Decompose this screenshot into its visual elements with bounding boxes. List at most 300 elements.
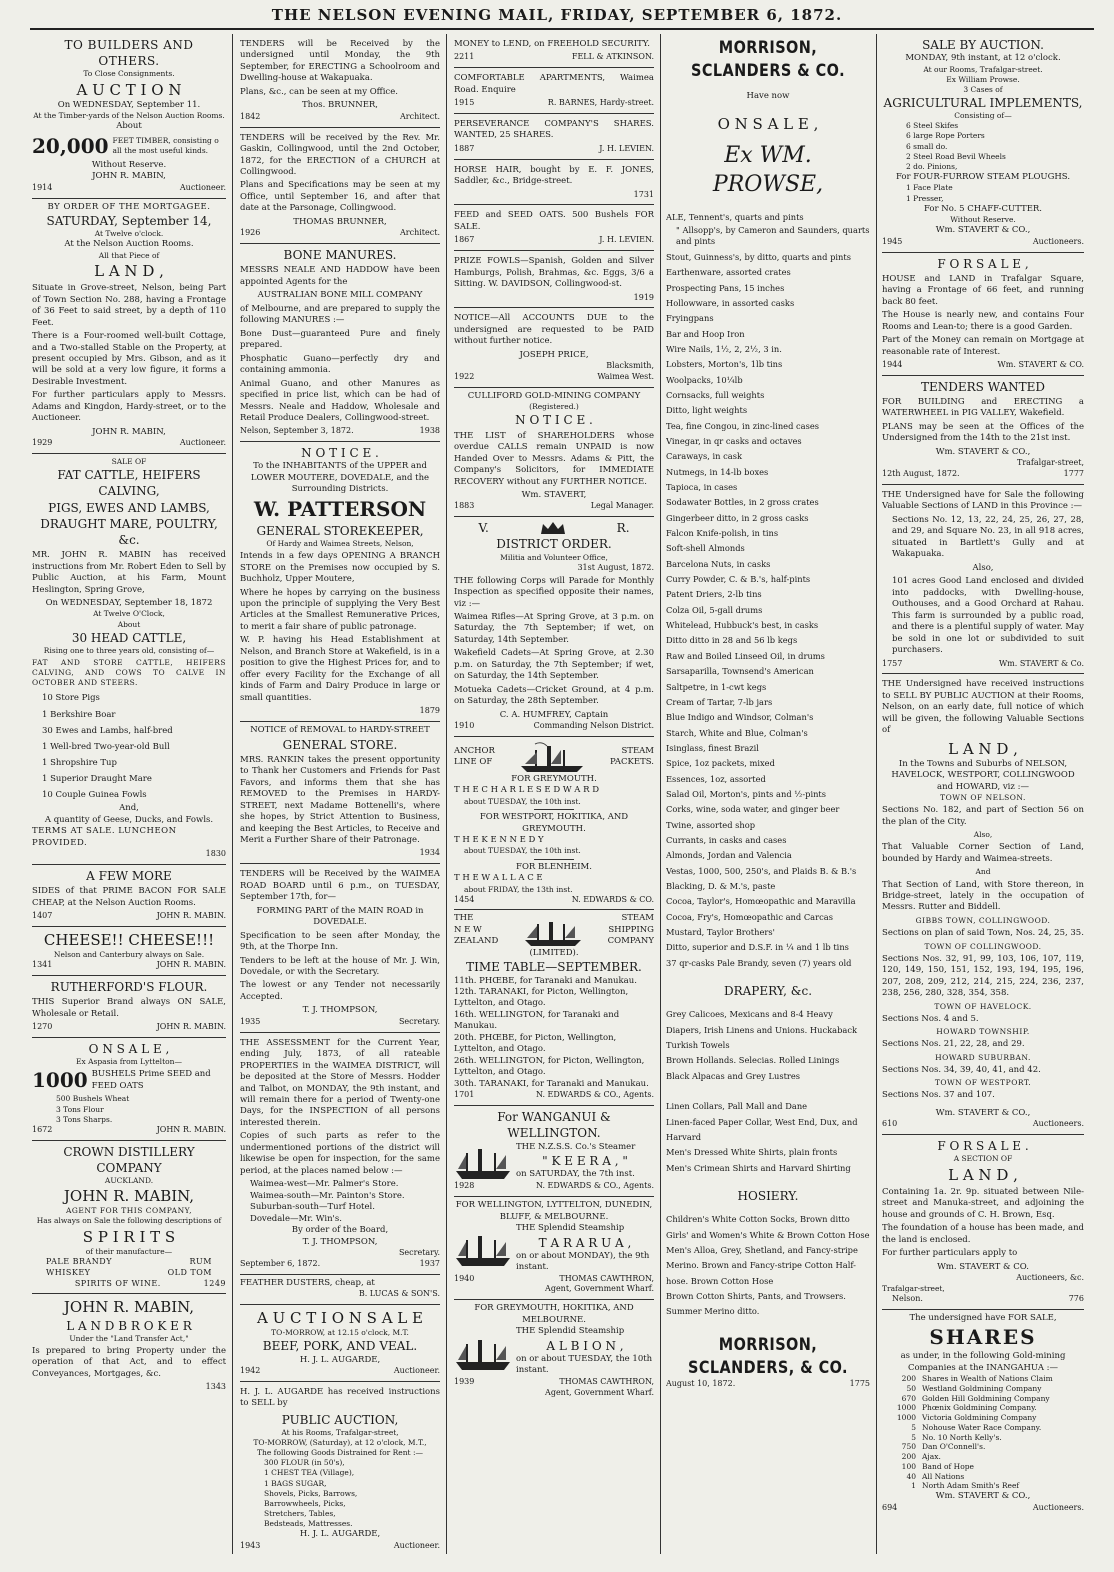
share-count: 200 [901, 1452, 916, 1462]
advert-subtitle: To Close Consignments. [83, 69, 175, 79]
advert-bone-manures [240, 244, 440, 442]
sale-of: SALE OF [111, 457, 147, 467]
company-word: STEAM [621, 913, 654, 924]
sale-place: At the Nelson Auction Rooms. [64, 239, 194, 250]
column-4 [666, 34, 870, 1559]
advert-distillery [32, 1141, 226, 1295]
advert-title: For WANGANUI & WELLINGTON. [497, 1109, 611, 1141]
advert-number: 1938 [419, 426, 440, 436]
quantity: 1000 [32, 1068, 88, 1093]
list-item: 1 Face Plate [906, 183, 953, 193]
advert-perseverance [454, 114, 654, 160]
steamship-icon [454, 1228, 512, 1268]
advertiser-name: Wm. STAVERT & CO., [935, 446, 1031, 457]
share-row [882, 1384, 1084, 1394]
advert-subtitle: Ex William Prowse. [946, 74, 1020, 84]
advert-body: 101 acres Good Land enclosed and divided into paddocks, with Dwelling-house, Outhouses, and a Good Orchard at Rahau. This farm is surrounded by a public road, and there is a plentiful supply of water. May be sold in one lot or subdivided to suit purchasers. [892, 576, 1084, 656]
column-1 [32, 34, 226, 1559]
advert-body: THE Splendid Steamship [516, 1326, 625, 1337]
share-row [882, 1433, 1084, 1443]
advertiser-place: Waimea West. [597, 372, 654, 382]
list-item: 1 Superior Draught Mare [42, 774, 152, 785]
advertiser-name: T. J. THOMPSON, [302, 1236, 378, 1247]
parade-item: Motueka Cadets—Cricket Ground, at 4 p.m. on Saturday, the 28th September. [454, 684, 654, 707]
advert-body: COMFORTABLE APARTMENTS, Waimea Road. Enquire [454, 73, 654, 95]
advert-culliford [454, 388, 654, 517]
advert-prize-fowls [454, 251, 654, 308]
list-item: Bedsteads, Mattresses. [264, 1519, 353, 1529]
advert-body: Copies of such parts as refer to the undermentioned portions of the district will likewise be open for inspection, for the same period, at the places named below :— [240, 1131, 440, 1176]
advert-body: FEATHER DUSTERS, cheap, at [240, 1277, 375, 1288]
list-item: Tea, fine Congou, in zinc-lined cases [666, 420, 820, 431]
sections-text: Sections Nos. 4 and 5. [882, 1013, 979, 1024]
list-item: Mustard, Taylor Brothers' [666, 927, 775, 937]
advert-number: 1926 [240, 228, 261, 238]
sailing-time: about FRIDAY, the 13th inst. [464, 884, 573, 894]
share-count: 1000 [896, 1413, 916, 1423]
advertiser-name: THOMAS BRUNNER, [293, 216, 387, 227]
list-item: 3 Tons Flour [56, 1104, 104, 1114]
sections-text: Sections Nos. 37 and 107. [882, 1090, 995, 1101]
advert-bacon [32, 865, 226, 927]
town-heading: TOWN OF WESTPORT. [934, 1078, 1032, 1088]
list-item: 30 Ewes and Lambs, half-bred [42, 725, 173, 736]
timber-quantity [32, 133, 226, 160]
advert-number: 1454 [454, 894, 475, 904]
advert-title: FOR GREYMOUTH, HOKITIKA, AND MELBOURNE. [474, 1303, 634, 1325]
advert-wanganui [454, 1106, 654, 1197]
advert-body: FORMING PART of the MAIN ROAD in DOVEDALE. [256, 905, 424, 928]
list-item: 37 qr-casks Pale Brandy, seven (7) years old [666, 957, 852, 968]
advert-number: 1672 [32, 1124, 53, 1134]
on-sale-heading: O N S A L E , [717, 115, 819, 134]
advert-number: 1945 [882, 236, 903, 246]
share-company: Band of Hope [922, 1461, 974, 1471]
advertiser-name: JOSEPH PRICE, [519, 349, 589, 360]
share-row [882, 1374, 1084, 1384]
advert-number: 1757 [882, 658, 903, 668]
list-item: Corks, wine, soda water, and ginger beer [666, 804, 840, 815]
share-row [882, 1462, 1084, 1472]
list-item: Grey Calicoes, Mexicans and 8-4 Heavy [666, 1009, 833, 1020]
list-item: Blacking, D. & M.'s, paste [666, 880, 776, 891]
list-item: Men's Alloa, Grey, Shetland, and Fancy-stripe Merino. Brown and Fancy-stripe Cotton Half-hose. Brown Cotton Hose [666, 1244, 858, 1286]
advert-number: 2211 [454, 52, 475, 62]
advert-date: 12th August, 1872. [882, 469, 960, 479]
packets-text: PACKETS. [609, 756, 654, 767]
list-item: Stretchers, Tables, [264, 1508, 336, 1518]
advert-subtitle: Under the "Land Transfer Act," [69, 1333, 189, 1343]
advert-body: THE following Corps will Parade for Monthly Inspection as specified opposite their names, viz :— [454, 575, 654, 609]
advertiser-place: Trafalgar-street, [1016, 458, 1084, 468]
advert-body: THE N.Z.S.S. Co.'s Steamer [516, 1141, 636, 1152]
company-logo: MORRISON, SCLANDERS, & CO. [688, 1334, 848, 1378]
terms-text: TERMS AT SALE. LUNCHEON PROVIDED. [32, 826, 177, 848]
advert-apartments [454, 68, 654, 114]
advert-albion [454, 1300, 654, 1402]
advertiser-role: Commanding Nelson District. [533, 721, 654, 731]
advert-body: MESSRS NEALE AND HADDOW have been appointed Agents for the [240, 265, 440, 287]
list-item: Vestas, 1000, 500, 250's, and Plaids B. & B.'s [666, 865, 857, 876]
share-count: 50 [906, 1383, 916, 1393]
sections-text: Sections Nos. 34, 39, 40, 41, and 42. [882, 1064, 1041, 1075]
list-item: 1 BAGS SUGAR, [264, 1478, 327, 1488]
share-company: Golden Hill Goldmining Company [922, 1393, 1050, 1403]
advert-body: W. P. having his Head Establishment at Nelson, and Branch Store at Wakefield, is in a position to give the Highest Prices for, and to offer every Facility for the Exchange of all kinds of Farm and Dairy Produce in large or small quantities. [240, 635, 440, 703]
advert-body: There is a Four-roomed well-built Cottage, and a Two-stalled Stable on the Property, at present occupied by Mrs. Gibson, and as it will be sold at a very low figure, it forms a Desirable Investment. [32, 331, 226, 387]
auction-place: At his Rooms, Trafalgar-street, [281, 1427, 399, 1437]
advert-number: 1249 [203, 1278, 226, 1288]
town-heading: GIBBS TOWN, COLLINGWOOD. [915, 915, 1051, 925]
cattle-types: FAT AND STORE CATTLE, HEIFERS CALVING, AND COWS TO CALVE IN OCTOBER AND STEERS. [32, 658, 226, 688]
advert-body: The undersigned have FOR SALE, [909, 1312, 1057, 1323]
advert-title: CULLIFORD GOLD-MINING COMPANY [467, 390, 641, 401]
advert-builders [32, 34, 226, 199]
steamship-icon [454, 1141, 512, 1181]
list-item: Black Alpacas and Grey Lustres [666, 1070, 801, 1081]
advert-title: SALE BY AUCTION. [922, 38, 1044, 52]
advert-title: CHEESE!! CHEESE!!! [43, 930, 215, 949]
list-item: Girls' and Women's White & Brown Cotton Hose [666, 1229, 870, 1240]
quantity: 20,000 [32, 133, 109, 158]
advert-tenders-church [240, 128, 440, 245]
advert-title: RUTHERFORD'S FLOUR. [50, 980, 208, 995]
column-divider [876, 34, 877, 1554]
towns-text: In the Towns and Suburbs of NELSON, HAVELOCK, WESTPORT, COLLINGWOOD and HOWARD, viz :— [891, 758, 1075, 792]
share-row [882, 1423, 1084, 1433]
quantity-desc: FEET TIMBER, consisting o all the most useful kinds. [112, 136, 219, 156]
advertiser-role: Architect. [400, 228, 440, 238]
list-item: Colza Oil, 5-gall drums [666, 604, 763, 615]
advert-title: BONE MANURES. [283, 248, 397, 263]
advertiser-name: W. PATTERSON [253, 496, 427, 521]
section-text: A SECTION OF [953, 1154, 1013, 1164]
list-item: Ditto ditto in 28 and 56 lb kegs [666, 635, 798, 646]
advertiser-name: Wm. STAVERT & CO. [937, 1261, 1029, 1272]
office-text: Militia and Volunteer Office, [500, 552, 608, 562]
town-heading: TOWN OF NELSON. [940, 793, 1026, 803]
advert-body: Where he hopes by carrying on the business upon the principle of supplying the Very Best Articles at the Smallest Remunerative Prices, to merit a fair share of public patronage. [240, 587, 440, 632]
top-rule [30, 28, 1094, 30]
advert-house-land [882, 253, 1084, 376]
manufacture-text: of their manufacture— [85, 1246, 173, 1256]
advert-body: MR. JOHN R. MABIN has received instructions from Mr. Robert Eden to Sell by Public Auction, at his Farm, Mount Heslington, Spring Grove, [32, 550, 226, 595]
list-item: 2 do. Pinions, [906, 161, 958, 171]
advert-number: 1937 [419, 1258, 440, 1268]
ship-name: T H E W A L L A C E [454, 873, 543, 884]
geese-text: A quantity of Geese, Ducks, and Fowls. [44, 814, 214, 825]
advertiser-name: Wm. STAVERT & CO., [935, 225, 1031, 236]
ship-name: Ex WM. PROWSE, [712, 142, 824, 198]
advert-body: The House is nearly new, and contains Four Rooms and Lean-to; there is a good Garden. [882, 310, 1084, 332]
list-item: 2 Steel Road Bevil Wheels [906, 151, 1006, 161]
advert-number: 1842 [240, 111, 261, 121]
list-item: 500 Bushels Wheat [56, 1094, 130, 1104]
advert-augarde [240, 1382, 440, 1556]
list-item: Salad Oil, Morton's, pints and ½-pints [666, 788, 827, 799]
list-item: Cocoa, Fry's, Homœopathic and Carcas [666, 911, 833, 922]
consisting-text: Consisting of— [954, 111, 1012, 121]
advertiser-role: Auctioneers, &c. [1016, 1273, 1084, 1283]
advert-body: Containing 1a. 2r. 9p. situated between Nile-street and Manuka-street, and adjoining the house and grounds of C. H. Brown, Esq. [882, 1186, 1084, 1220]
list-item: 10 Store Pigs [42, 693, 100, 704]
product-line: Phosphatic Guano—perfectly dry and containing ammonia. [240, 353, 440, 376]
list-item: Brown Hollands. Selecias. Rolled Linings [666, 1055, 840, 1066]
advertiser-name: Thos. BRUNNER, [301, 100, 379, 111]
advertiser-role: Auctioneers. [1032, 1502, 1084, 1512]
company-logo: MORRISON, SCLANDERS & CO. [690, 38, 845, 81]
share-count: 40 [906, 1471, 916, 1481]
advert-number: 1939 [454, 1376, 475, 1386]
list-item: 6 small do. [906, 141, 948, 151]
share-row [882, 1413, 1084, 1423]
advert-number: 1919 [633, 292, 654, 302]
advert-feather-dusters [240, 1275, 440, 1305]
column-divider [232, 34, 233, 1554]
advert-body: Sections No. 12, 13, 22, 24, 25, 26, 27, 28, and 29, and Square No. 23, in all 918 acres, situated in Bartlett's Gully and at Wakapuaka. [892, 514, 1084, 560]
advertiser-name: THOMAS CAWTHRON, [559, 1273, 654, 1283]
route-heading: FOR GREYMOUTH. [511, 773, 597, 784]
ship-name: T A R A R U A , [538, 1235, 632, 1250]
list-item: ALE, Tennent's, quarts and pints [666, 211, 804, 222]
advertiser-role: Auctioneer. [393, 1540, 440, 1550]
route-heading: FOR BLENHEIM. [516, 861, 592, 872]
list-item: Lobsters, Morton's, 1lb tins [666, 359, 783, 370]
about-text: About [117, 619, 141, 629]
advert-body: FEED and SEED OATS. 500 Bushels FOR SALE. [454, 210, 654, 232]
sections-text: That Section of Land, with Store thereon, in Bridge-street, lately in the occupation of Messrs. Rutter and Biddell. [882, 879, 1084, 913]
advert-body: Plans, &c., can be seen at my Office. [240, 86, 398, 97]
advert-body: MRS. RANKIN takes the present opportunity to Thank her Customers and Friends for Past Favors, and informs them that she has REMOVED to the Premises in HARDY-STREET, next Madame Bottenelli's, where she hopes, by Strict Attention to Business, and keeping the Best Articles, to Receive and Merit a Further Share of their Patronage. [240, 754, 440, 845]
sections-text: Sections Nos. 32, 91, 99, 103, 106, 107, 119, 120, 149, 150, 151, 152, 193, 194, 195, 196, 207, 208, 209, 212, 214, 215, 224, 236, 237, 238, 256, 280, 328, 354, 358. [882, 953, 1084, 999]
also-text: Also, [972, 562, 994, 573]
advert-section-land [882, 1135, 1084, 1310]
advertiser-place: Nelson. [892, 1293, 923, 1303]
company-word: N E W [454, 924, 482, 935]
sale-line: FAT CATTLE, HEIFERS CALVING, [57, 468, 201, 499]
section-heading: DRAPERY, &c. [723, 984, 813, 999]
town-heading: TOWN OF COLLINGWOOD. [924, 941, 1042, 951]
advert-title: BY ORDER OF THE MORTGAGEE. [47, 201, 211, 212]
advert-body: THE LIST of SHAREHOLDERS whose overdue CALLS remain UNPAID is now Handed Over to Messrs. Adams & Pitt, the Company's Solicitors, for IMMEDIATE RECOVERY without any FURTHER NOTICE. [454, 430, 654, 487]
advert-nz-steam [454, 910, 654, 1106]
spirit-item: OLD TOM [167, 1267, 212, 1277]
land-heading: L A N D , [948, 739, 1018, 758]
advertiser-place: Trafalgar-street, [882, 1283, 945, 1293]
advert-patterson [240, 442, 440, 722]
advert-rankin [240, 722, 440, 864]
advert-number: 1777 [1063, 469, 1084, 479]
advert-number: 1879 [419, 706, 440, 716]
share-count: 1000 [896, 1403, 916, 1413]
advert-body: The foundation of a house has been made, and the land is enclosed. [882, 1223, 1084, 1245]
list-item: Essences, 1oz, assorted [666, 773, 766, 784]
list-item: Dovedale—Mr. Win's. [250, 1213, 342, 1224]
advert-title: TO BUILDERS AND OTHERS. [64, 38, 194, 69]
advert-body: Is prepared to bring Property under the operation of that Act, and to effect Conveyances, Mortgages, &c. [32, 1345, 226, 1379]
sections-text: Sections No. 182, and part of Section 56 on the plan of the City. [882, 805, 1084, 827]
advertiser-address: Of Hardy and Waimea Streets, Nelson, [266, 539, 414, 549]
advert-flour [32, 976, 226, 1038]
list-item: Ditto, superior and D.S.F. in ¼ and 1 lb tins [666, 942, 849, 953]
advertiser-role: Auctioneers. [1032, 1119, 1084, 1129]
advert-body: THE ASSESSMENT for the Current Year, ending July, 1873, of all rateable PROPERTIES in the WAIMEA DISTRICT, will be deposited at the Store of Messrs. Hodder and Talbot, on MONDAY, the 9th instant, and will remain there for a period of Twenty-one Days, for the INSPECTION of all persons interested therein. [240, 1037, 440, 1128]
advert-title: FOR WELLINGTON, LYTTELTON, DUNEDIN, BLUFF, & MELBOURNE. [455, 1200, 653, 1222]
sections-text: Sections on plan of said Town, Nos. 24, 25, 35. [882, 928, 1084, 939]
advert-subtitle: AUCKLAND. [104, 1175, 154, 1185]
sailing-time: about TUESDAY, the 10th inst. [464, 846, 581, 856]
and-text: And [975, 867, 991, 877]
advertiser-name: H. J. L. AUGARDE, [299, 1529, 381, 1540]
list-item: Sodawater Bottles, in 2 gross crates [666, 497, 819, 508]
list-item: 300 FLOUR (in 50's), [264, 1458, 345, 1468]
advert-shares [882, 1310, 1084, 1518]
order-text: By order of the Board, [291, 1225, 389, 1236]
advertiser-name: Wm. STAVERT & CO., [935, 1491, 1031, 1502]
advert-body: MONEY to LEND, on FREEHOLD SECURITY. [454, 39, 650, 49]
advertiser-name: R. BARNES, Hardy-street. [547, 98, 654, 108]
advert-body: Situate in Grove-street, Nelson, being Part of Town Section No. 288, having a Frontage of 36 Feet to said street, by a depth of 110 Feet. [32, 283, 226, 328]
list-item: Patent Driers, 2-lb tins [666, 589, 762, 600]
list-item: 3 Tons Sharps. [56, 1114, 113, 1124]
have-now: Have now [746, 90, 790, 101]
sailing-time: on or about TUESDAY, the 10th instant. [516, 1353, 653, 1376]
sailing-time: about TUESDAY, the 10th inst. [464, 796, 581, 806]
list-item: Summer Merino ditto. [666, 1306, 760, 1317]
sale-line: PIGS, EWES AND LAMBS, [48, 500, 210, 515]
advert-body: PERSEVERANCE COMPANY'S SHARES. WANTED, 25 SHARES. [454, 119, 654, 141]
advert-number: 1887 [454, 143, 475, 153]
list-item: 1 Well-bred Two-year-old Bull [42, 741, 170, 752]
company-name: AUSTRALIAN BONE MILL COMPANY [257, 290, 423, 301]
steamship-icon [517, 740, 587, 774]
share-count: 750 [901, 1442, 916, 1452]
advert-title: O N S A L E , [88, 1042, 170, 1057]
share-row [882, 1452, 1084, 1462]
list-item: Hollowware, in assorted casks [666, 297, 795, 308]
advert-number: 1929 [32, 438, 53, 448]
column-3 [454, 34, 654, 1559]
share-company: Phœnix Goldmining Company. [922, 1403, 1037, 1413]
spirits-heading: S P I R I T S [82, 1227, 176, 1246]
advert-date: September 6, 1872. [240, 1258, 321, 1268]
list-item: Cream of Tartar, 7-lb jars [666, 696, 773, 707]
list-item: Saltpetre, in 1-cwt kegs [666, 681, 767, 692]
share-company: Dan O'Connell's. [922, 1442, 986, 1452]
advert-feed-oats [454, 205, 654, 251]
list-item: Barrowwheels, Picks, [264, 1498, 346, 1508]
advertiser-name: B. LUCAS & SON'S. [358, 1289, 440, 1299]
share-company: Victoria Goldmining Company [922, 1413, 1037, 1423]
list-item: Vinegar, in qr casks and octaves [666, 436, 802, 446]
advert-body: TENDERS will be received by the Rev. Mr. Gaskin, Collingwood, until the 2nd October, 1872, for the ERECTION of a CHURCH at Collingwood. [240, 132, 440, 178]
advert-number: 1944 [882, 360, 903, 370]
advertiser-name: Wm. STAVERT & CO. [997, 360, 1084, 370]
advertiser-name: N. EDWARDS & CO., Agents. [535, 1181, 654, 1191]
masthead: THE NELSON EVENING MAIL, FRIDAY, SEPTEMBER 6, 1872. [271, 6, 843, 24]
piece-text: All that Piece of [98, 250, 160, 260]
list-item: Shovels, Picks, Barrows, [264, 1488, 358, 1498]
for-text: For No. 5 CHAFF-CUTTER. [923, 203, 1043, 214]
spirit-item: PALE BRANDY [46, 1256, 112, 1266]
advert-assessment [240, 1033, 440, 1275]
list-item: Earthenware, assorted crates [666, 267, 791, 278]
share-row [882, 1442, 1084, 1452]
ship-name: T H E K E N N E D Y [454, 834, 544, 845]
auction-time: TO-MORROW, (Saturday), at 12 o'clock, M.T., [253, 1438, 427, 1448]
advert-date: 31st August, 1872. [577, 562, 654, 572]
share-company: Nohouse Water Race Company. [922, 1422, 1042, 1432]
ship-name: " K E E R A , " [542, 1154, 628, 1169]
advert-subtitle: GENERAL STORE. [282, 737, 398, 752]
advert-tararua [454, 1197, 654, 1300]
advert-body: TENDERS will be Received by the WAIMEA ROAD BOARD until 6 p.m., on TUESDAY, September 17th, for— [240, 869, 440, 903]
advert-body: THE Undersigned have received instructions to SELL BY PUBLIC AUCTION at their Rooms, Nelson, on an early date, full notice of which will be given, the following Valuable Sections of [882, 679, 1084, 736]
advert-title: DISTRICT ORDER. [496, 537, 612, 552]
advert-number: 1830 [205, 849, 226, 859]
timetable-row: 11th. PHŒBE, for Taranaki and Manukau. [454, 975, 637, 986]
list-item: Turkish Towels [666, 1039, 730, 1050]
timetable-row: 20th. PHŒBE, for Picton, Wellington, Lyttelton, and Otago. [454, 1032, 617, 1055]
advert-implements [882, 34, 1084, 253]
list-item: Gingerbeer ditto, in 2 gross casks [666, 512, 809, 523]
advertiser-name: T. J. THOMPSON, [302, 1005, 378, 1016]
list-item: Blue Indigo and Windsor, Colman's [666, 712, 814, 723]
town-heading: HOWARD SUBURBAN. [935, 1052, 1031, 1062]
advert-tenders-waterwheel [882, 376, 1084, 485]
list-item: Prospecting Pans, 15 inches [666, 282, 785, 293]
advertiser-role: Agent, Government Wharf. [545, 1284, 654, 1294]
list-item: Men's Dressed White Shirts, plain fronts [666, 1147, 838, 1158]
advert-title: AGRICULTURAL IMPLEMENTS, [883, 96, 1083, 111]
list-item: Twine, assorted shop [666, 819, 756, 830]
advert-body: Intends in a few days OPENING A BRANCH STORE on the Premises now occupied by S. Buchholz, Upper Moutere, [240, 551, 440, 585]
list-item: Diapers, Irish Linens and Unions. Huckaback [666, 1024, 857, 1035]
advert-body: HOUSE and LAND in Trafalgar Square, having a Frontage of 66 feet, and running back 80 feet. [882, 273, 1084, 307]
sections-text: Sections Nos. 21, 22, 28, and 29. [882, 1039, 1025, 1050]
and-text: And, [119, 803, 139, 814]
cattle-heading: 30 HEAD CATTLE, [71, 630, 187, 645]
advert-oats [32, 1038, 226, 1140]
anchor-text: ANCHOR [454, 745, 495, 756]
advertiser-name: JOHN R. MABIN, [63, 1298, 195, 1317]
list-item: Fryingpans [666, 313, 714, 324]
cattle-desc: Rising one to three years old, consisting of— [43, 645, 215, 655]
advertiser-name: JOHN R. MABIN, [92, 171, 166, 182]
advert-body: HORSE HAIR, bought by E. F. JONES, Saddler, &c., Bridge-street. [454, 164, 654, 187]
advert-body: NOTICE—All ACCOUNTS DUE to the undersigned are requested to be PAID without further notice. [454, 313, 654, 347]
notice-heading: N O T I C E . [515, 413, 593, 428]
list-item: Raw and Boiled Linseed Oil, in drums [666, 650, 825, 661]
advert-number: 1867 [454, 235, 475, 245]
advert-title: TENDERS WANTED [920, 379, 1045, 394]
advert-body: Specification to be seen after Monday, the 9th, at the Thorpe Inn. [240, 930, 440, 953]
sailing-time: on or about MONDAY), the 9th instant. [516, 1250, 650, 1273]
parade-item: Wakefield Cadets—At Spring Grove, at 2.30 p.m. on Saturday, the 7th September; if wet, on Saturday, the 14th September. [454, 648, 654, 682]
advert-title: A FEW MORE [86, 869, 172, 884]
for-text: For FOUR-FURROW STEAM PLOUGHS. [895, 171, 1071, 182]
agent-text: AGENT FOR THIS COMPANY, [65, 1206, 192, 1216]
list-item: Linen-faced Paper Collar, West End, Dux, and Harvard [666, 1116, 858, 1142]
list-item: Waimea-south—Mr. Painton's Store. [250, 1190, 405, 1201]
advertiser-role: Auctioneer. [393, 1365, 440, 1375]
route-heading: FOR WESTPORT, HOKITIKA, AND GREYMOUTH. [479, 812, 629, 834]
advert-mortgagee [32, 199, 226, 455]
sailing-time: on SATURDAY, the 7th inst. [516, 1169, 635, 1180]
advertiser-role: Legal Manager. [590, 501, 654, 511]
advert-number: 1341 [32, 960, 53, 970]
advert-body: Has always on Sale the following descriptions of [36, 1216, 222, 1226]
